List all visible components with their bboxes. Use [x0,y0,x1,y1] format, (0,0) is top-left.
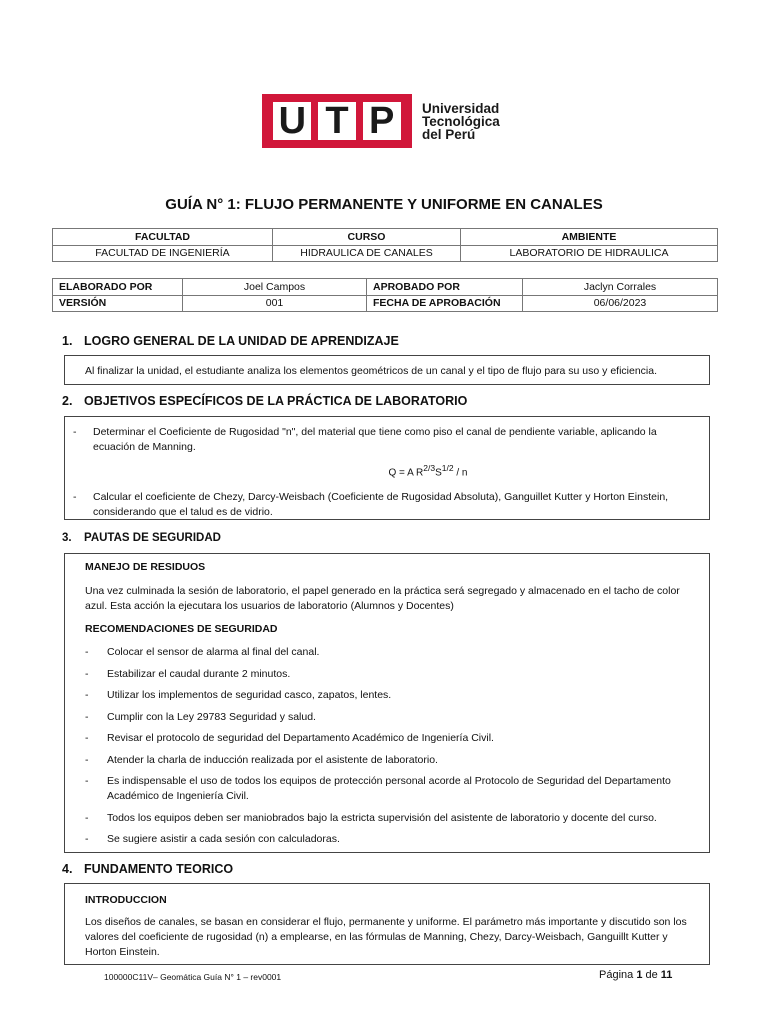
table-row [53,245,718,262]
value-ambiente: LABORATORIO DE HIDRAULICA [461,245,718,262]
section-2-heading [62,394,467,408]
section-3-number: 3. [62,532,72,544]
list-item: - Se sugiere asistir a cada sesión con calculadoras. [85,833,340,845]
table-row [53,295,718,312]
approval-table [52,278,718,312]
label-aprobado: APROBADO POR [367,279,523,296]
recomendaciones-heading: RECOMENDACIONES DE SEGURIDAD [85,623,278,635]
label-fecha: FECHA DE APROBACIÓN [367,295,523,312]
table-header-row [53,229,718,246]
logo-letter-u: U [273,102,311,140]
list-item: - Calcular el coeficiente de Chezy, Darcy-Weisbach (Coeficiente de Rugosidad Absoluta), Ganguillet Kutter y Horton Einstein, considerando que el talud es de vidrio. [69,490,687,520]
value-facultad: FACULTAD DE INGENIERÍA [53,245,273,262]
logo-mark [262,94,412,148]
logo-letter-t: T [318,102,356,140]
section-1-box [64,355,710,385]
section-3-title: PAUTAS DE SEGURIDAD [84,532,221,544]
header-ambiente: AMBIENTE [461,229,718,246]
recomendaciones-list [85,645,689,847]
list-item: - Estabilizar el caudal durante 2 minutos. [85,667,291,680]
list-item: - Utilizar los implementos de seguridad casco, zapatos, lentes. [85,689,392,701]
residuos-heading: MANEJO DE RESIDUOS [85,561,206,573]
section-1-heading [62,334,399,348]
section-4-box [64,883,710,965]
page-title: GUÍA N° 1: FLUJO PERMANENTE Y UNIFORME EN CANALES [165,196,603,213]
objective-1-text: Determinar el Coeficiente de Rugosidad "n", del material que tiene como piso el canal de pendiente variable, aplicando la ecuación de Manning. [93,426,657,453]
list-item: - Cumplir con la Ley 29783 Seguridad y salud. [85,710,316,723]
value-fecha: 06/06/2023 [523,295,718,312]
value-version: 001 [183,295,367,312]
section-4-heading [62,862,233,876]
footer-page-number: Página 1 de 11 [599,969,673,981]
section-3-box [64,553,710,853]
label-elaborado: ELABORADO POR [53,279,183,296]
logo-line-3: del Perú [422,126,476,142]
value-aprobado: Jaclyn Corrales [523,279,718,296]
header-facultad: FACULTAD [53,229,273,246]
list-item: - Todos los equipos deben ser maniobrados bajo la estricta supervisión del asistente de laboratorio y docente del curso. [85,811,657,824]
section-1-title: LOGRO GENERAL DE LA UNIDAD DE APRENDIZAJE [84,334,399,348]
value-elaborado: Joel Campos [183,279,367,296]
course-info-table [52,228,718,262]
section-1-number: 1. [62,334,73,348]
list-item: - Es indispensable el uso de todos los equipos de protección personal acorde al Protocolo de Seguridad del Departamento Académico de Ingeniería Civil. [85,775,671,802]
section-4-title: FUNDAMENTO TEORICO [84,862,234,876]
list-item: - Colocar el sensor de alarma al final del canal. [85,646,320,658]
list-item: - Determinar el Coeficiente de Rugosidad "n", del material que tiene como piso el canal de pendiente variable, aplicando la ecuación de Manning. [69,425,687,455]
manning-formula: Q = A $R^{2/3}S^{1/2}$ / n [388,463,468,479]
residuos-text: Una vez culminada la sesión de laboratorio, el papel generado en la práctica será segregado y almacenado en el tacho de color azul. Esta acción la ejecutara los usuarios de laboratorio (Alumnos y Docentes) [85,585,680,612]
section-2-box [64,416,710,520]
logo-line-2: Tecnológica [422,113,500,129]
section-2-number: 2. [62,394,73,408]
logo-letter-p: P [363,102,401,140]
list-item: - Atender la charla de inducción realizada por el asistente de laboratorio. [85,753,438,766]
section-1-text: Al finalizar la unidad, el estudiante analiza los elementos geométricos de un canal y el tipo de flujo para su uso y eficiencia. [85,365,658,377]
list-item: - Revisar el protocolo de seguridad del Departamento Académico de Ingeniería Civil. [85,732,494,744]
logo-line-1: Universidad [422,100,500,116]
section-3-heading [62,532,221,544]
objective-2-text: Calcular el coeficiente de Chezy, Darcy-Weisbach (Coeficiente de Rugosidad Absoluta), Ganguillet Kutter y Horton Einstein, considerando que el talud es de vidrio. [93,491,669,519]
footer-document-code: 100000C11V– Geomática Guía N° 1 – rev0001 [104,972,282,982]
section-2-title: OBJETIVOS ESPECÍFICOS DE LA PRÁCTICA DE LABORATORIO [84,394,468,408]
header-curso: CURSO [273,229,461,246]
intro-text: Los diseños de canales, se basan en considerar el flujo, permanente y uniforme. El parámetro más importante y discutido son los valores del coeficiente de rugosidad (n) a emplearse, en las fórmulas de Manning, Chezy, Darcy-Weisbach, Ganguillt Kutter y Horton Einstein. [85,916,687,958]
value-curso: HIDRAULICA DE CANALES [273,245,461,262]
section-4-number: 4. [62,862,73,876]
logo-wordmark [422,102,500,141]
table-row [53,279,718,296]
utp-logo [262,94,500,148]
label-version: VERSIÓN [53,295,183,312]
intro-heading: INTRODUCCION [85,894,167,906]
